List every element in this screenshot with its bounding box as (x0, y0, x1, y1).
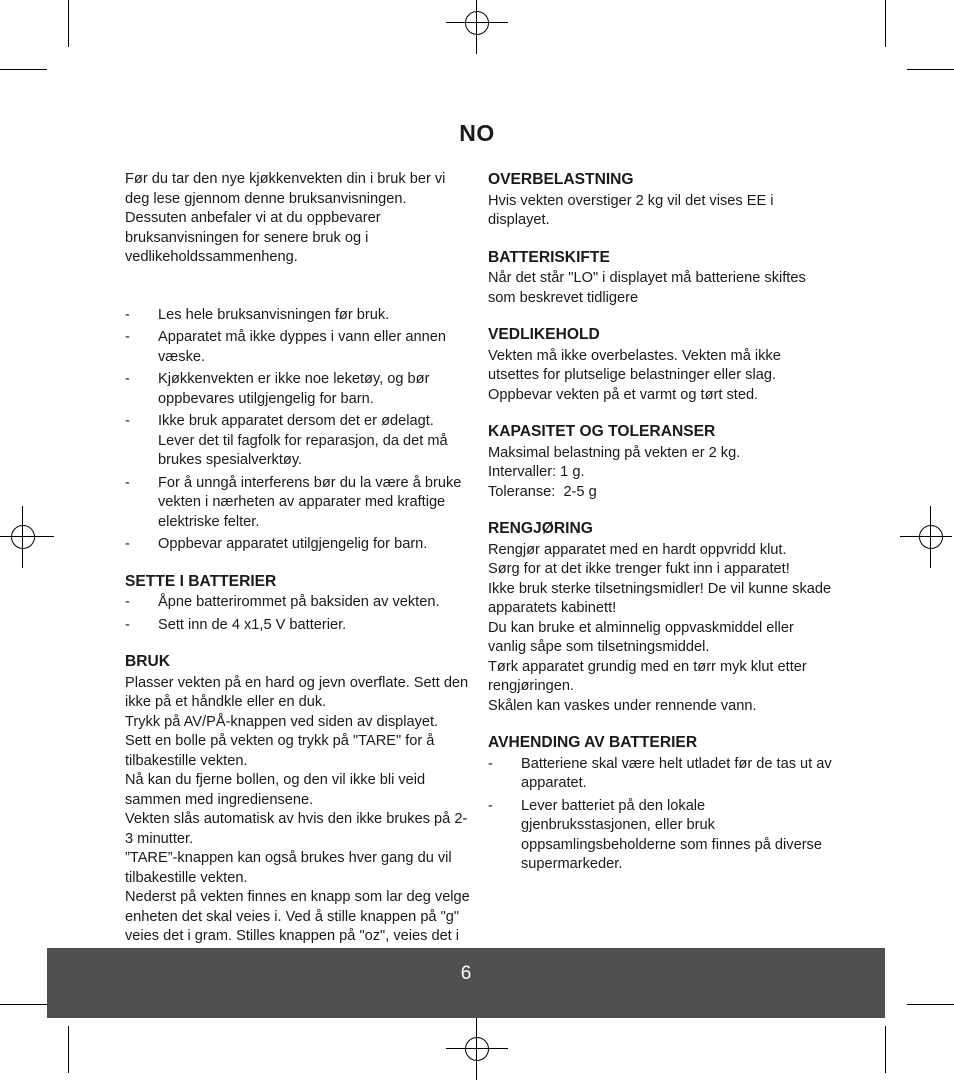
section-heading-capacity: KAPASITET OG TOLERANSER (488, 423, 716, 440)
section-heading-overload: OVERBELASTNING (488, 171, 634, 188)
footer-band (47, 948, 885, 1018)
registration-mark-icon (462, 1034, 492, 1064)
crop-mark (68, 0, 69, 47)
right-column (488, 170, 833, 878)
list-item: - For å unngå interferens bør du la være å bruke vekten i nærheten av apparater med kraftige elektriske felter. (125, 474, 462, 530)
page-number: 6 (460, 963, 472, 984)
page-title: NO (459, 120, 495, 146)
disposal-list (488, 755, 833, 875)
maintenance-text: Vekten må ikke overbelastes. Vekten må ikke utsettes for plutselige belastninger eller slag. Oppbevar vekten på et varmt og tørt sted. (488, 347, 781, 403)
list-item: - Kjøkkenvekten er ikke noe leketøy, og bør oppbevares utilgjengelig for barn. (125, 371, 430, 407)
registration-mark-icon (462, 8, 492, 38)
crop-mark (907, 1004, 954, 1005)
section-heading-maintenance: VEDLIKEHOLD (488, 326, 600, 343)
cleaning-text: Rengjør apparatet med en hardt oppvridd klut. Sørg for at det ikke trenger fukt inn i apparatet! Ikke bruk sterke tilsetningsmidler! De vil kunne skade apparatets kabinett! Du kan bruke et alminnelig oppvaskmiddel eller vanlig såpe som tilsetningsmiddel. Tørk apparatet grundig med en tørr myk klut etter rengjøringen. Skålen kan vaskes under rennende vann. (488, 541, 832, 714)
list-item: - Apparatet må ikke dyppes i vann eller annen væske. (125, 329, 446, 365)
registration-mark-icon (916, 522, 946, 552)
crop-mark (885, 0, 886, 47)
list-item: - Ikke bruk apparatet dersom det er ødelagt. Lever det til fagfolk for reparasjon, da det må brukes spesialverktøy. (125, 413, 448, 468)
list-item: - Les hele bruksanvisningen før bruk. (125, 306, 390, 323)
usage-text: Plasser vekten på en hard og jevn overflate. Sett den ikke på et håndkle eller en duk. Trykk på AV/PÅ-knappen ved siden av displayet. Sett en bolle på vekten og trykk på "TARE" for å tilbakestille vekten. Nå kan du fjerne bollen, og den vil ikke bli veid sammen med ingrediensene. Vekten slås automatisk av hvis den ikke brukes på 2-3 minutter. ”TARE”-knappen kan også brukes hver gang du vil tilbakestille vekten. Nederst på vekten finnes en knapp som lar deg velge enheten det skal veies i. Ved å stille knappen på "g" veies det i gram. Stilles knappen på "oz", veies det i (125, 674, 470, 944)
registration-mark-icon (8, 522, 38, 552)
crop-mark (0, 1004, 47, 1005)
crop-mark (0, 69, 47, 70)
safety-list (125, 306, 470, 555)
list-item: - Åpne batterirommet på baksiden av vekten. (125, 594, 440, 610)
battery-steps-list (125, 593, 470, 635)
battery-change-text: Når det står "LO" i displayet må batteriene skiftes som beskrevet tidligere (488, 270, 806, 306)
left-column (125, 170, 470, 966)
section-heading-usage: BRUK (125, 653, 171, 670)
list-item: - Lever batteriet på den lokale gjenbruksstasjonen, eller bruk oppsamlingsbeholderne som finnes på diverse supermarkeder. (488, 797, 822, 872)
capacity-text: Maksimal belastning på vekten er 2 kg. Intervaller: 1 g. Toleranse: 2-5 g (488, 444, 741, 500)
list-item: - Batteriene skal være helt utladet før de tas ut av apparatet. (488, 755, 832, 791)
section-heading-batteries: SETTE I BATTERIER (125, 572, 277, 590)
crop-mark (907, 69, 954, 70)
intro-paragraph: Før du tar den nye kjøkkenvekten din i bruk ber vi deg lese gjennom denne bruksanvisningen. Dessuten anbefaler vi at du oppbevarer bruksanvisningen for senere bruk og i vedlikeholdssammenheng. (125, 171, 446, 265)
list-item: - Sett inn de 4 x1,5 V batterier. (125, 616, 347, 633)
section-heading-disposal: AVHENDING AV BATTERIER (488, 734, 698, 751)
section-heading-battery-change: BATTERISKIFTE (488, 248, 610, 266)
crop-mark (885, 1026, 886, 1073)
overload-text: Hvis vekten overstiger 2 kg vil det vises EE i displayet. (488, 192, 774, 228)
list-item: - Oppbevar apparatet utilgjengelig for barn. (125, 536, 428, 552)
section-heading-cleaning: RENGJØRING (488, 520, 593, 537)
crop-mark (68, 1026, 69, 1073)
